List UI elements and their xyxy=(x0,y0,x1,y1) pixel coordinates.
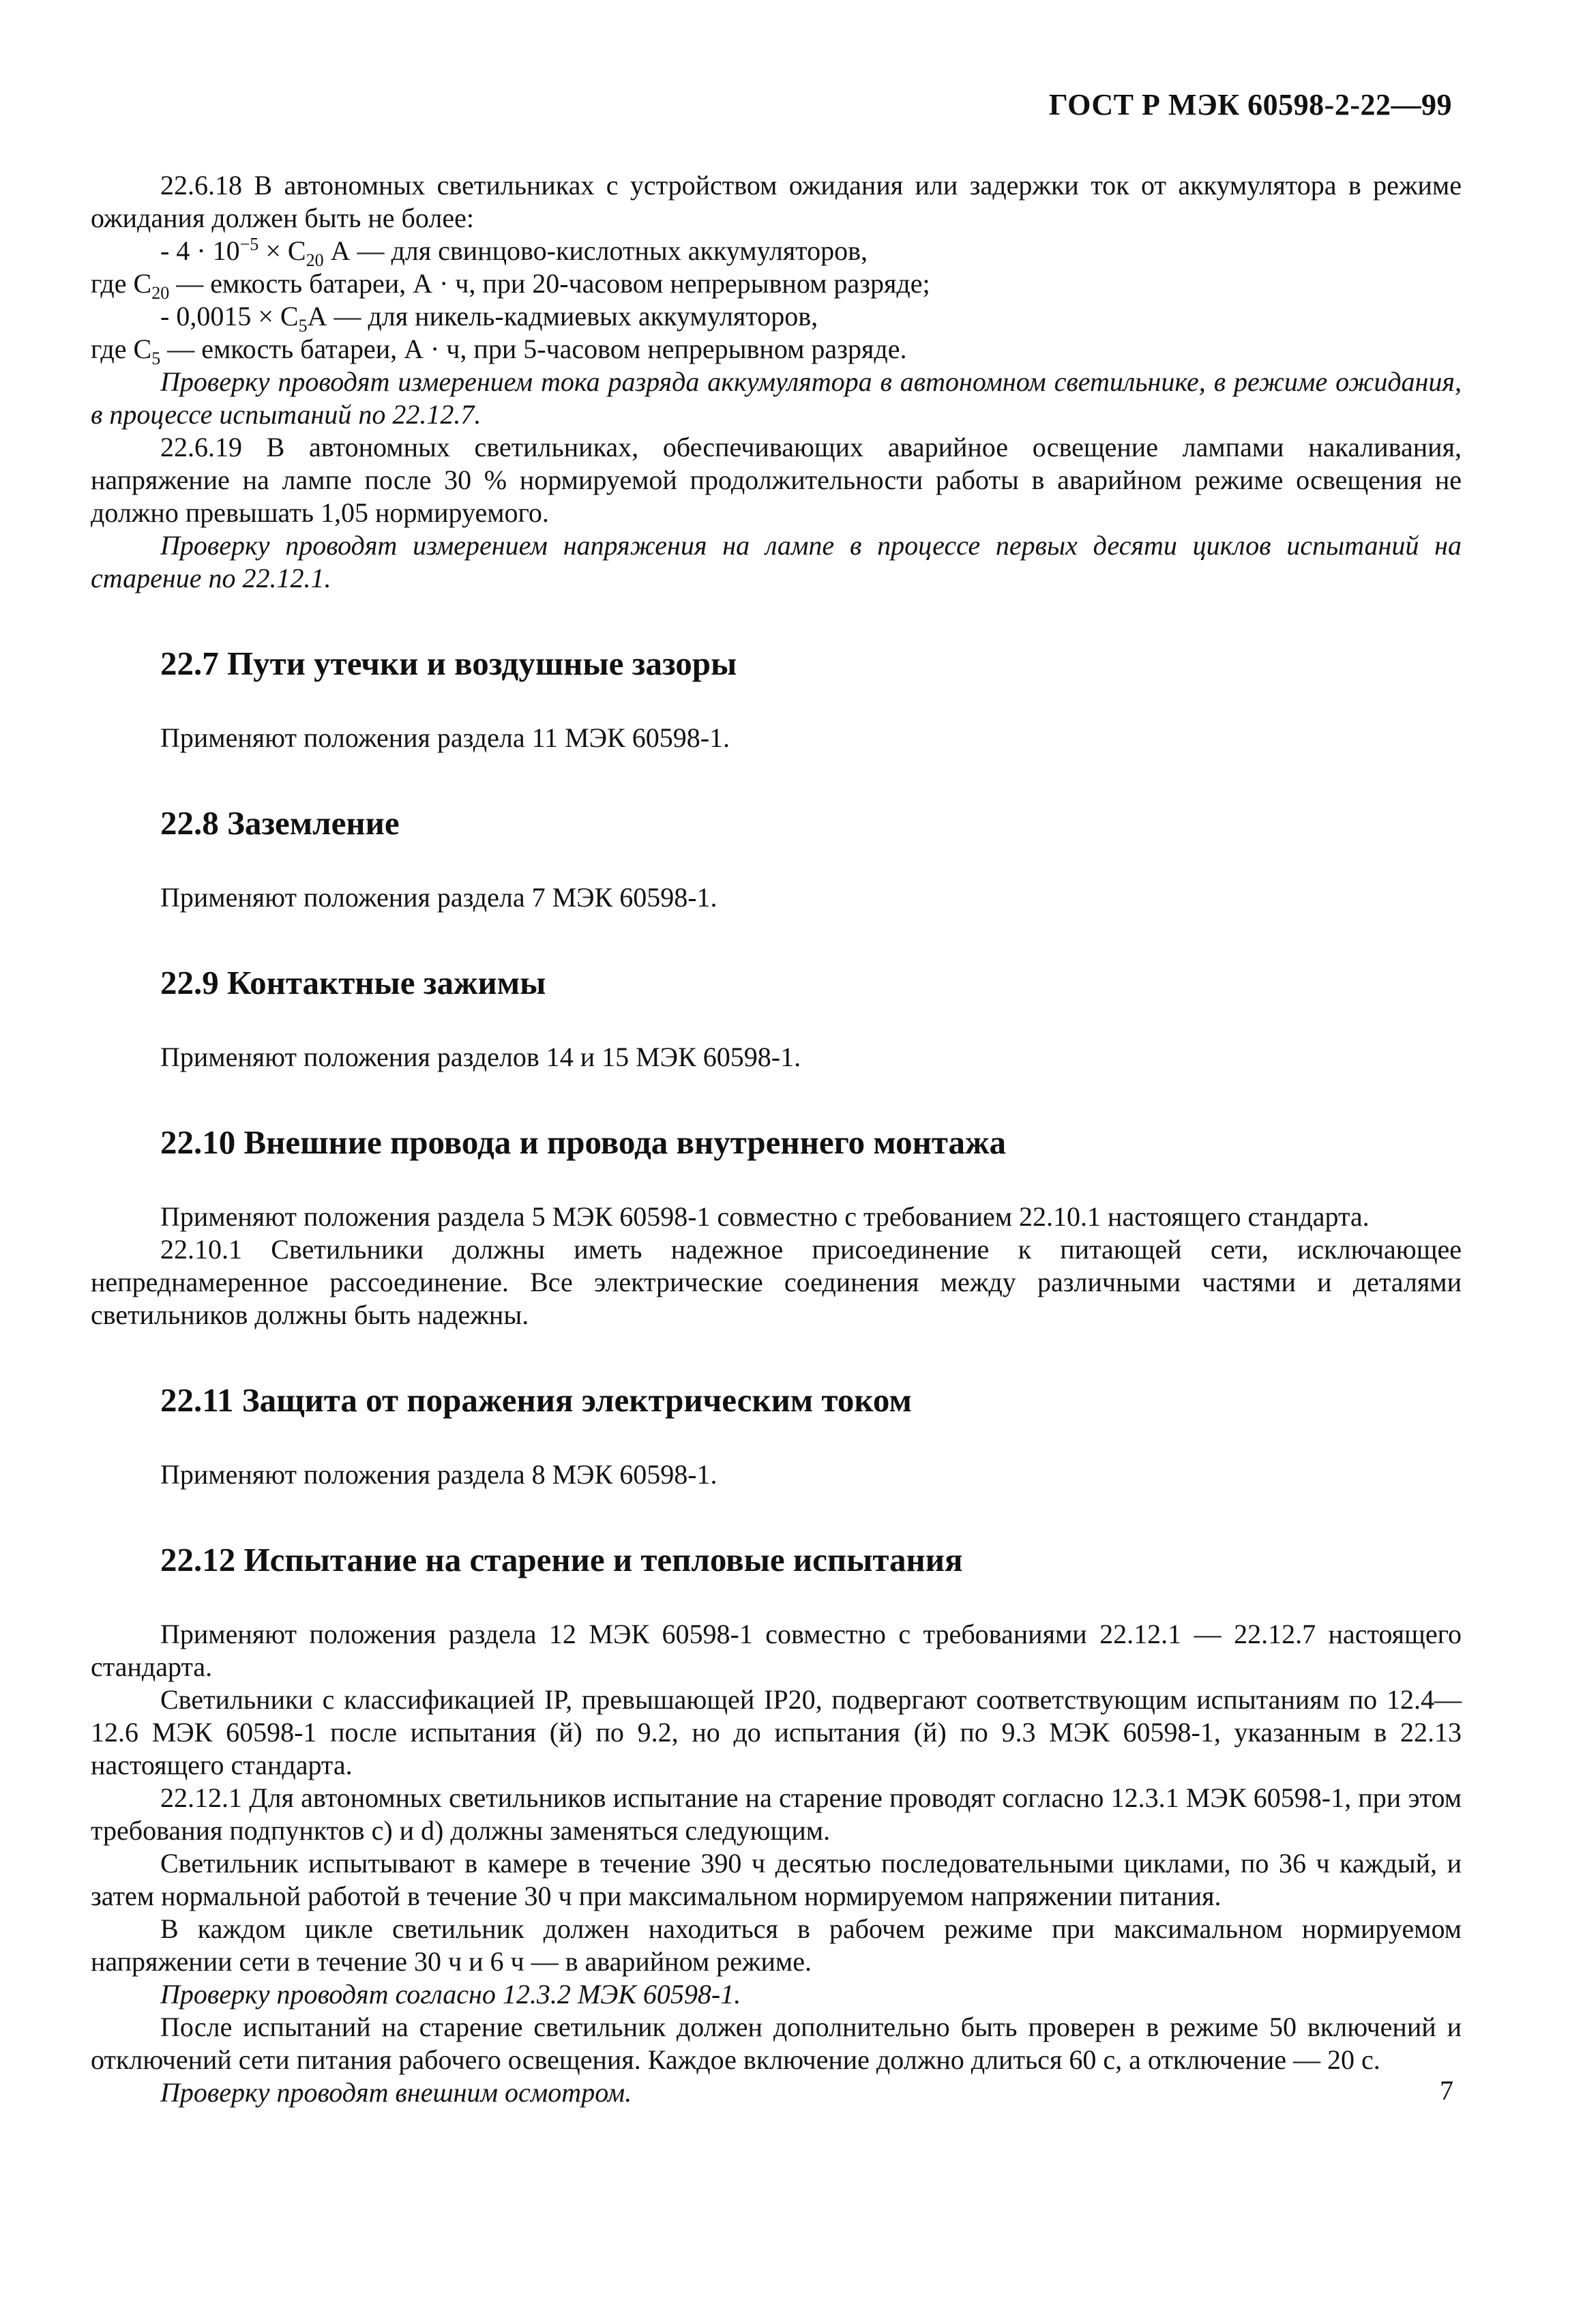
section-22-10-title: 22.10 Внешние провода и провода внутреннего монтажа xyxy=(160,1123,1007,1161)
page-number: 7 xyxy=(1440,2075,1453,2106)
clause-22-6-18-check: Проверку проводят измерением тока разряда аккумулятора в автономном светильнике, в режиме ожидания, в процессе испытаний по 22.12.7. xyxy=(91,366,1462,430)
section-22-11-body: Применяют положения раздела 8 МЭК 60598-1. xyxy=(160,1459,717,1490)
clause-22-12-1: 22.12.1 Для автономных светильников испытание на старение проводят согласно 12.3.1 МЭК 60598-1, при этом требования подпунктов с) и d) должны заменяться следующим. xyxy=(91,1782,1462,1846)
document-body xyxy=(91,169,1462,2109)
clause-22-6-18-nicd-limit: - $0,0015 \times C_5А$ — для никель-кадмиевых аккумуляторов, xyxy=(160,301,818,336)
section-22-10-body: Применяют положения раздела 5 МЭК 60598-1 совместно с требованием 22.10.1 настоящего стандарта. xyxy=(160,1201,1370,1232)
section-22-7-title: 22.7 Пути утечки и воздушные зазоры xyxy=(160,645,737,682)
clause-22-12-1-chamber: Светильник испытывают в камере в течение 390 ч десятью последовательными циклами, по 36 ч каждый, и затем нормальной работой в течение 30 ч при максимальном нормируемом напряжении питания. xyxy=(91,1848,1462,1911)
clause-22-12-1-after-aging: После испытаний на старение светильник должен дополнительно быть проверен в режиме 50 включений и отключений сети питания рабочего освещения. Каждое включение должно длиться 60 с, а отключение — 20 с. xyxy=(91,2012,1462,2075)
clause-22-6-18-intro: 22.6.18 В автономных светильниках с устройством ожидания или задержки ток от аккумулятора в режиме ожидания должен быть не более: xyxy=(91,170,1462,233)
clause-22-6-19-text: 22.6.19 В автономных светильниках, обеспечивающих аварийное освещение лампами накаливания, напряжение на лампе после 30 % нормируемой продолжительности работы в аварийном режиме освещения не должно превышать 1,05 нормируемого. xyxy=(91,432,1462,528)
clause-22-12-1-cycle: В каждом цикле светильник должен находиться в рабочем режиме при максимальном нормируемом напряжении сети в течение 30 ч и 6 ч — в аварийном режиме. xyxy=(91,1913,1462,1977)
section-22-8-title: 22.8 Заземление xyxy=(160,804,400,842)
clause-22-6-18-c5-definition: где $C_5$ — емкость батареи, А · ч, при 5-часовом непрерывном разряде. xyxy=(91,334,907,368)
clause-22-12-1-visual-check: Проверку проводят внешним осмотром. xyxy=(160,2077,632,2108)
clause-22-10-1: 22.10.1 Светильники должны иметь надежное присоединение к питающей сети, исключающее непреднамеренное рассоединение. Все электрические соединения между различными частями и деталями светильников должны быть надежны. xyxy=(91,1234,1462,1330)
clause-22-6-18-c20-definition: где $C_{20}$ — емкость батареи, А · ч, при 20-часовом непрерывном разряде; xyxy=(91,268,930,303)
section-22-8-body: Применяют положения раздела 7 МЭК 60598-1. xyxy=(160,882,717,913)
clause-22-12-1-check: Проверку проводят согласно 12.3.2 МЭК 60598-1. xyxy=(160,1979,741,2010)
standard-code-header: ГОСТ Р МЭК 60598-2-22—99 xyxy=(1048,88,1452,121)
section-22-7-body: Применяют положения раздела 11 МЭК 60598-1. xyxy=(160,722,730,753)
section-22-12-title: 22.12 Испытание на старение и тепловые испытания xyxy=(160,1541,963,1578)
section-22-12-body: Применяют положения раздела 12 МЭК 60598-1 совместно с требованиями 22.12.1 — 22.12.7 настоящего стандарта. xyxy=(91,1619,1462,1682)
section-22-12-ip-text: Светильники с классификацией IP, превышающей IP20, подвергают соответствующим испытаниям по 12.4—12.6 МЭК 60598-1 после испытания (й) по 9.2, но до испытания (й) по 9.3 МЭК 60598-1, указанным в 22.13 настоящего стандарта. xyxy=(91,1684,1462,1780)
section-22-9-body: Применяют положения разделов 14 и 15 МЭК 60598-1. xyxy=(160,1042,801,1072)
clause-22-6-18-lead-acid-limit: - $4 \cdot 10^{-5} \times C_{20}$ А — для свинцово-кислотных аккумуляторов, xyxy=(160,234,868,270)
section-22-11-title: 22.11 Защита от поражения электрическим током xyxy=(160,1381,912,1419)
clause-22-6-19-check: Проверку проводят измерением напряжения на лампе в процессе первых десяти циклов испытаний на старение по 22.12.1. xyxy=(91,530,1462,593)
section-22-9-title: 22.9 Контактные зажимы xyxy=(160,964,546,1001)
